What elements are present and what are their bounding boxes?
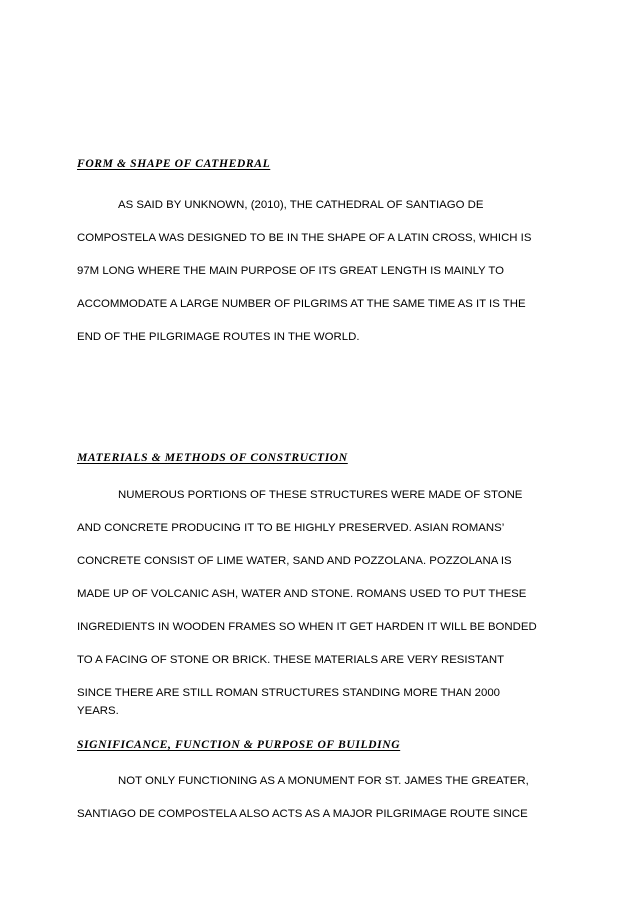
paragraph-line: 97M LONG WHERE THE MAIN PURPOSE OF ITS GREAT LENGTH IS MAINLY TO [77, 265, 505, 277]
paragraph-line: SINCE THERE ARE STILL ROMAN STRUCTURES STANDING MORE THAN 2000 [77, 687, 501, 699]
paragraph-line: NOT ONLY FUNCTIONING AS A MONUMENT FOR ST. JAMES THE GREATER, [118, 775, 529, 787]
paragraph-line: TO A FACING OF STONE OR BRICK. THESE MATERIALS ARE VERY RESISTANT [77, 654, 505, 666]
paragraph-line: AS SAID BY UNKNOWN, (2010), THE CATHEDRAL OF SANTIAGO DE [118, 199, 484, 211]
paragraph-line: INGREDIENTS IN WOODEN FRAMES SO WHEN IT GET HARDEN IT WILL BE BONDED [77, 621, 537, 633]
paragraph-line: AND CONCRETE PRODUCING IT TO BE HIGHLY PRESERVED. ASIAN ROMANS’ [77, 522, 505, 534]
paragraph-line: SANTIAGO DE COMPOSTELA ALSO ACTS AS A MAJOR PILGRIMAGE ROUTE SINCE [77, 808, 528, 820]
paragraph-line: MADE UP OF VOLCANIC ASH, WATER AND STONE. ROMANS USED TO PUT THESE [77, 588, 527, 600]
paragraph-line: NUMEROUS PORTIONS OF THESE STRUCTURES WERE MADE OF STONE [118, 489, 523, 501]
paragraph-line: CONCRETE CONSIST OF LIME WATER, SAND AND POZZOLANA. POZZOLANA IS [77, 555, 512, 567]
section-heading-materials-methods: MATERIALS & METHODS OF CONSTRUCTION [77, 451, 348, 464]
section-heading-form-shape: FORM & SHAPE OF CATHEDRAL [77, 157, 271, 170]
section-heading-significance: SIGNIFICANCE, FUNCTION & PURPOSE OF BUILDING [77, 738, 401, 751]
paragraph-line: YEARS. [77, 705, 119, 717]
paragraph-line: COMPOSTELA WAS DESIGNED TO BE IN THE SHAPE OF A LATIN CROSS, WHICH IS [77, 232, 532, 244]
paragraph-line: END OF THE PILGRIMAGE ROUTES IN THE WORLD. [77, 331, 360, 343]
paragraph-line: ACCOMMODATE A LARGE NUMBER OF PILGRIMS AT THE SAME TIME AS IT IS THE [77, 298, 526, 310]
